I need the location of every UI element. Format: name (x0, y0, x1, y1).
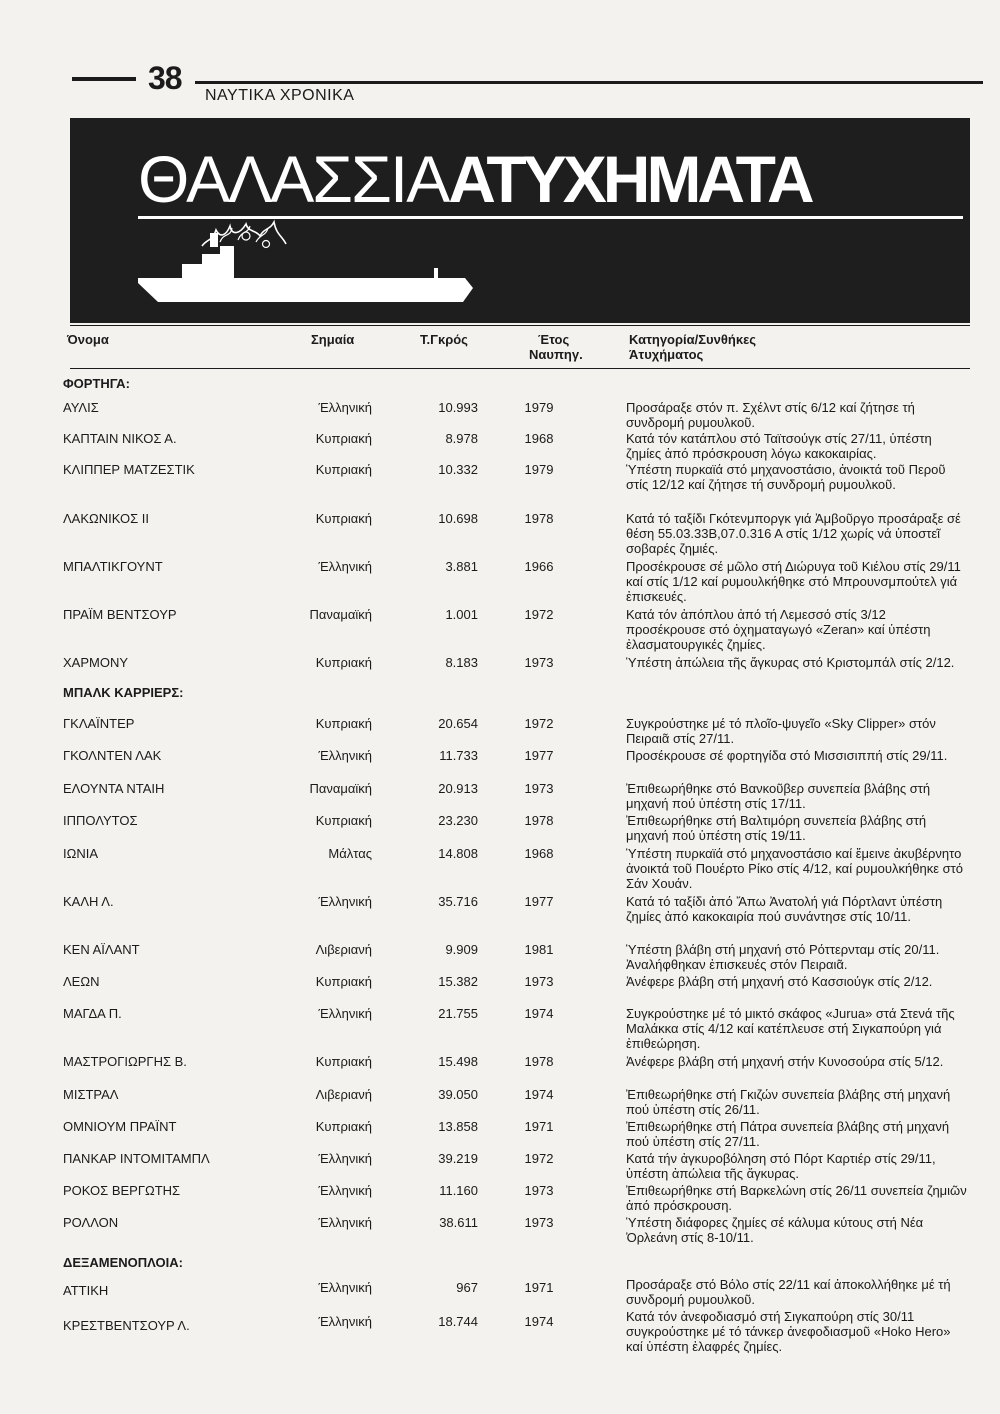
vessel-tonnage: 35.716 (438, 894, 478, 909)
vessel-tonnage: 8.978 (445, 431, 478, 446)
vessel-flag: Κυπριακή (315, 431, 372, 446)
page-number: 38 (148, 60, 182, 96)
column-headers (0, 325, 1000, 371)
vessel-flag: Έλληνική (318, 400, 372, 415)
vessel-year: 1973 (524, 974, 554, 989)
vessel-flag: Μάλτας (328, 846, 372, 861)
vessel-tonnage: 8.183 (445, 655, 478, 670)
vessel-flag: Έλληνική (318, 1215, 372, 1230)
vessel-year: 1979 (524, 400, 554, 415)
header-rule-right (195, 81, 983, 84)
vessel-name: ΧΑΡΜΟΝΥ (63, 655, 129, 670)
vessel-flag: Κυπριακή (315, 974, 372, 989)
vessel-flag: Έλληνική (318, 1314, 372, 1329)
vessel-name: ΓΚΛΑΪΝΤΕΡ (63, 716, 135, 731)
vessel-name: ΜΑΣΤΡΟΓΙΩΡΓΗΣ Β. (63, 1054, 187, 1069)
vessel-flag: Λιβεριανή (315, 1087, 372, 1102)
vessel-name: ΓΚΟΛΝΤΕΝ ΛΑΚ (63, 748, 162, 763)
section-title: ΦΟΡΤΗΓΑ: (63, 376, 130, 391)
accident-description: Ὑπέστη διάφορες ζημίες σέ κάλυμα κύτους στή Νέα Ὀρλεάνη στίς 8-10/11. (626, 1215, 924, 1245)
vessel-year: 1966 (524, 559, 554, 574)
vessel-name: ΟΜΝΙΟΥΜ ΠΡΑΪΝΤ (63, 1119, 177, 1134)
header-rule-left (72, 77, 136, 81)
vessel-tonnage: 21.755 (438, 1006, 478, 1021)
vessel-tonnage: 3.881 (445, 559, 478, 574)
vessel-year: 1979 (524, 462, 554, 477)
ship-hull-icon (138, 278, 473, 302)
vessel-tonnage: 11.160 (439, 1183, 478, 1198)
vessel-flag: Κυπριακή (315, 716, 372, 731)
burning-ship-illustration (70, 118, 970, 323)
vessel-year: 1972 (524, 1151, 554, 1166)
vessel-year: 1973 (524, 1183, 554, 1198)
vessel-name: ΜΑΓΔΑ Π. (63, 1006, 122, 1021)
vessel-name: ΚΛΙΠΠΕΡ ΜΑΤΖΕΣΤΙΚ (63, 462, 195, 477)
vessel-year: 1972 (524, 716, 554, 731)
vessel-tonnage: 9.909 (445, 942, 478, 957)
col-header-year-line1: Έτος (538, 332, 570, 347)
accident-description: Ἐπιθεωρήθηκε στή Βαλτιμόρη συνεπεία βλάβης στή μηχανή πού ὑπέστη στίς 19/11. (626, 813, 927, 843)
vessel-name: ΚΑΛΗ Λ. (63, 894, 114, 909)
vessel-name: ΛΑΚΩΝΙΚΟΣ ΙΙ (63, 511, 149, 526)
vessel-flag: Κυπριακή (315, 655, 372, 670)
vessel-tonnage: 15.382 (438, 974, 478, 989)
banner-title-bold: ΑΤΥΧΗΜΑΤΑ (448, 142, 811, 216)
accident-description: Κατά τόν ἀπόπλου ἀπό τή Λεμεσσό στίς 3/12 προσέκρουσε στό ὀχηματαγωγό «Zeran» καί ὑπέστη ἐλασματουργικές ζημίες. (626, 607, 931, 652)
header-rule-bottom (70, 368, 970, 369)
accident-description: Κατά τό ταξίδι Γκότενμποργκ γιά Ἀμβοῦργο προσάραξε σέ θέση 55.03.33Β,07.0.316 Α στίς 1/12 χωρίς νά ὑποστεῖ σοβαρές ζημιές. (626, 511, 961, 556)
accident-description: Ὑπέστη πυρκαϊά στό μηχανοστάσιο, ἀνοικτά τοῦ Περοῦ στίς 12/12 καί ζήτησε τή συνδρομή ρυμουλκοῦ. (626, 462, 946, 492)
vessel-tonnage: 10.332 (438, 462, 478, 477)
vessel-tonnage: 14.808 (438, 846, 478, 861)
accident-description: Ἐπιθεωρήθηκε στή Γκιζών συνεπεία βλάβης στή μηχανή πού ὑπέστη στίς 26/11. (626, 1087, 951, 1117)
vessel-name: ΚΡΕΣΤΒΕΝΤΣΟΥΡ Λ. (63, 1318, 190, 1333)
vessel-name: ΑΥΛΙΣ (63, 400, 99, 415)
vessel-year: 1977 (524, 748, 554, 763)
vessel-flag: Κυπριακή (315, 511, 372, 526)
accident-description: Ὑπέστη ἀπώλεια τῆς ἄγκυρας στό Κριστομπάλ στίς 2/12. (626, 655, 955, 670)
accident-description: Ὑπέστη πυρκαϊά στό μηχανοστάσιο καί ἔμεινε ἀκυβέρνητο ἀνοικτά τοῦ Πουέρτο Ρίκο στίς 4/12, καί ρυμουλκήθηκε στό Σάν Χουάν. (626, 846, 964, 891)
section-title: ΜΠΑΛΚ ΚΑΡΡΙΕΡΣ: (63, 685, 184, 700)
vessel-flag: Κυπριακή (315, 462, 372, 477)
vessel-flag: Λιβεριανή (315, 942, 372, 957)
vessel-name: ΛΕΩΝ (63, 974, 100, 989)
page-header (0, 0, 1000, 110)
vessel-year: 1978 (524, 1054, 554, 1069)
accident-description: Ἀνέφερε βλάβη στή μηχανή στήν Κυνοσούρα στίς 5/12. (626, 1054, 944, 1069)
publication-name: ΝΑΥΤΙΚΑ ΧΡΟΝΙΚΑ (205, 87, 355, 104)
vessel-name: ΙΠΠΟΛΥΤΟΣ (63, 813, 138, 828)
vessel-tonnage: 20.913 (438, 781, 478, 796)
vessel-tonnage: 38.611 (439, 1215, 478, 1230)
vessel-year: 1974 (524, 1087, 554, 1102)
vessel-tonnage: 11.733 (439, 748, 478, 763)
vessel-name: ΚΕΝ ΑΪΛΑΝΤ (63, 942, 140, 957)
col-header-flag: Σημαία (311, 332, 355, 347)
accident-description: Κατά τό ταξίδι ἀπό Ἄπω Ἀνατολή γιά Πόρτλαντ ὑπέστη ζημίες ἀπό κακοκαιρία πού συνάντησε στίς 10/11. (626, 894, 943, 924)
vessel-flag: Κυπριακή (315, 1054, 372, 1069)
col-header-category-line1: Κατηγορία/Συνθήκες (629, 332, 756, 347)
accident-description: Ἐπιθεωρήθηκε στή Βαρκελώνη στίς 26/11 συνεπεία ζημιῶν ἀπό πρόσκρουση. (626, 1183, 967, 1213)
vessel-year: 1981 (524, 942, 554, 957)
vessel-flag: Έλληνική (318, 748, 372, 763)
vessel-flag: Έλληνική (318, 894, 372, 909)
vessel-tonnage: 15.498 (438, 1054, 478, 1069)
vessel-year: 1972 (524, 607, 554, 622)
vessel-year: 1977 (524, 894, 554, 909)
vessel-name: ΙΩΝΙΑ (63, 846, 99, 861)
accident-description: Κατά τόν κατάπλου στό Ταϊτσούγκ στίς 27/11, ὑπέστη ζημίες ἀπό πρόσκρουση λόγω κακοκαιρίας. (626, 431, 932, 461)
accident-description: Ἀνέφερε βλάβη στή μηχανή στό Κασσιούγκ στίς 2/12. (626, 974, 933, 989)
vessel-tonnage: 1.001 (445, 607, 478, 622)
col-header-year-line2: Ναυπηγ. (529, 347, 583, 362)
vessel-flag: Έλληνική (318, 1183, 372, 1198)
vessel-flag: Έλληνική (318, 1151, 372, 1166)
vessel-year: 1974 (524, 1314, 554, 1329)
vessel-name: ΠΑΝΚΑΡ ΙΝΤΟΜΙΤΑΜΠΛ (63, 1151, 210, 1166)
vessel-tonnage: 967 (456, 1280, 478, 1295)
vessel-year: 1974 (524, 1006, 554, 1021)
vessel-flag: Παναμαϊκή (309, 781, 372, 796)
vessel-tonnage: 20.654 (438, 716, 478, 731)
accident-description: Προσέκρουσε σέ φορτηγίδα στό Μισσισιππή στίς 29/11. (626, 748, 948, 763)
col-header-tonnage: Τ.Γκρός (420, 332, 468, 347)
vessel-name: ΜΙΣΤΡΑΛ (63, 1087, 119, 1102)
vessel-year: 1968 (524, 431, 554, 446)
vessel-year: 1968 (524, 846, 554, 861)
accident-description: Προσάραξε στόν π. Σχέλντ στίς 6/12 καί ζήτησε τή συνδρομή ρυμουλκοῦ. (626, 400, 915, 430)
vessel-year: 1978 (524, 813, 554, 828)
vessel-year: 1971 (524, 1280, 554, 1295)
vessel-name: ΠΡΑΪΜ ΒΕΝΤΣΟΥΡ (63, 607, 177, 622)
vessel-name: ΡΟΛΛΟΝ (63, 1215, 119, 1230)
vessel-year: 1971 (524, 1119, 554, 1134)
vessel-flag: Έλληνική (318, 559, 372, 574)
vessel-name: ΕΛΟΥΝΤΑ ΝΤΑΙΗ (63, 781, 165, 796)
vessel-year: 1973 (524, 1215, 554, 1230)
vessel-name: ΚΑΠΤΑΙΝ ΝΙΚΟΣ Α. (63, 431, 177, 446)
vessel-tonnage: 18.744 (438, 1314, 478, 1329)
col-header-category-line2: Άτυχήματος (629, 347, 704, 362)
vessel-flag: Έλληνική (318, 1280, 372, 1295)
title-banner (70, 118, 970, 323)
accident-description: Προσάραξε στό Βόλο στίς 22/11 καί ἀποκολλήθηκε μέ τή συνδρομή ρυμουλκοῦ. (626, 1277, 951, 1307)
vessel-tonnage: 13.858 (438, 1119, 478, 1134)
accident-description: Συγκρούστηκε μέ τό μικτό σκάφος «Jurua» στά Στενά τῆς Μαλάκκα στίς 4/12 καί κατέπλευσε στή Σιγκαπούρη γιά ἐπιθεώρηση. (626, 1006, 955, 1051)
col-header-year (538, 332, 569, 348)
vessel-name: ΡΟΚΟΣ ΒΕΡΓΩΤΗΣ (63, 1183, 181, 1198)
vessel-flag: Έλληνική (318, 1006, 372, 1021)
accident-description: Κατά τόν ἀνεφοδιασμό στή Σιγκαπούρη στίς 30/11 συγκρούστηκε μέ τό τάνκερ ἀνεφοδιασμοῦ «Hoko Hero» καί ὑπέστη ἐλαφρές ζημίες. (626, 1309, 951, 1354)
vessel-name: ΑΤΤΙΚΗ (63, 1283, 109, 1298)
banner-title-thin: ΘΑΛΑΣΣΙΑ (138, 142, 449, 216)
accident-description: Ἐπιθεωρήθηκε στή Πάτρα συνεπεία βλάβης στή μηχανή πού ὑπέστη στίς 27/11. (626, 1119, 950, 1149)
vessel-year: 1973 (524, 781, 554, 796)
section-title: ΔΕΞΑΜΕΝΟΠΛΟΙΑ: (63, 1255, 183, 1270)
accident-description: Ὑπέστη βλάβη στή μηχανή στό Ρόττερνταμ στίς 20/11. Ἀναλήφθηκαν ἐπισκευές στόν Πειραιᾶ. (626, 942, 940, 972)
vessel-name: ΜΠΑΛΤΙΚΓΟΥΝΤ (63, 559, 163, 574)
accident-description: Προσέκρουσε σέ μῶλο στή Διώρυγα τοῦ Κιέλου στίς 29/11 καί στίς 1/12 καί ρυμουλκήθηκε στό Μπρουνσμπούτελ γιά ἐπισκευές. (626, 559, 961, 604)
header-rule-top (70, 325, 970, 326)
vessel-tonnage: 10.993 (438, 400, 478, 415)
vessel-tonnage: 39.050 (438, 1087, 478, 1102)
accident-description: Ἐπιθεωρήθηκε στό Βανκοῦβερ συνεπεία βλάβης στή μηχανή πού ὑπέστη στίς 17/11. (626, 781, 931, 811)
vessel-tonnage: 39.219 (438, 1151, 478, 1166)
vessel-tonnage: 10.698 (438, 511, 478, 526)
vessel-flag: Κυπριακή (315, 1119, 372, 1134)
vessel-year: 1973 (524, 655, 554, 670)
vessel-year: 1978 (524, 511, 554, 526)
accident-description: Κατά τήν ἀγκυροβόληση στό Πόρτ Καρτιέρ στίς 29/11, ὑπέστη ἀπώλεια τῆς ἄγκυρας. (626, 1151, 936, 1181)
accident-description: Συγκρούστηκε μέ τό πλοῖο-ψυγεῖο «Sky Clipper» στόν Πειραιᾶ στίς 27/11. (626, 716, 936, 746)
col-header-name: Όνομα (67, 332, 109, 347)
vessel-flag: Κυπριακή (315, 813, 372, 828)
vessel-tonnage: 23.230 (438, 813, 478, 828)
vessel-flag: Παναμαϊκή (309, 607, 372, 622)
